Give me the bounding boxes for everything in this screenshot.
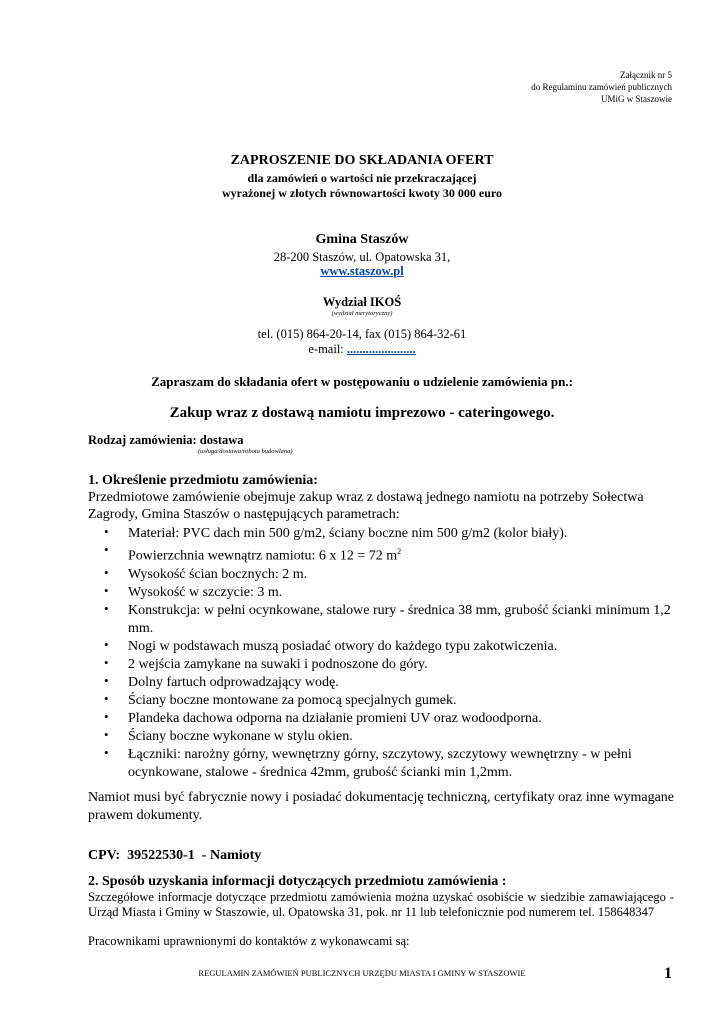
bullet-icon: • <box>104 690 109 706</box>
bullet-icon: • <box>104 708 109 724</box>
list-item: • Konstrukcja: w pełni ocynkowane, stalowe rury - średnica 38 mm, grubość ścianki minimum 1,2 mm. <box>104 600 671 636</box>
email-link[interactable]: ...................... <box>346 342 416 356</box>
list-item: • Łączniki: narożny górny, wewnętrzny górny, szczytowy, szczytowy wewnętrzny - w pełni ocynkowane, stalowe - średnica 42mm, grubość ścianki min 1,2mm. <box>104 744 632 780</box>
phone-fax: tel. (015) 864-20-14, fax (015) 864-32-61 <box>257 327 467 341</box>
parameters-list <box>104 525 676 782</box>
list-item: • Dolny fartuch odprowadzający wodę. <box>104 672 339 690</box>
department-name: Wydział IKOŚ <box>322 295 402 309</box>
bullet-icon: • <box>104 636 109 652</box>
bullet-icon: • <box>104 672 109 688</box>
section-2-heading: 2. Sposób uzyskania informacji dotyczących przedmiotu zamówienia : <box>88 874 507 889</box>
bullet-icon: • <box>104 564 109 580</box>
document-subtitle-1: dla zamówień o wartości nie przekraczającej <box>247 171 477 185</box>
list-item: • Materiał: PVC dach min 500 g/m2, ściany boczne nim 500 g/m2 (kolor biały). <box>104 524 568 541</box>
section-2-staff: Pracownikami uprawnionymi do kontaktów z wykonawcami są: <box>88 934 410 948</box>
area-superscript: 2 <box>397 547 402 556</box>
order-subject: Zakup wraz z dostawą namiotu imprezowo - cateringowego. <box>169 405 555 421</box>
bullet-icon: • <box>104 654 109 670</box>
annex-note <box>531 69 672 105</box>
list-item: • Ściany boczne wykonane w stylu okien. <box>104 726 353 744</box>
bullet-icon: • <box>104 542 109 557</box>
website-link[interactable]: www.staszow.pl <box>320 264 404 278</box>
invitation-text: Zapraszam do składania ofert w postępowaniu o udzielenie zamówienia pn.: <box>151 374 573 389</box>
annex-line-3: UMiG w Staszowie <box>601 94 672 104</box>
section-1-intro: Przedmiotowe zamówienie obejmuje zakup wraz z dostawą jednego namiotu na potrzeby Sołectwa Zagrody, Gmina Staszów o następujących parametrach: <box>88 490 644 522</box>
list-item: • 2 wejścia zamykane na suwaki i podnoszone do góry. <box>104 654 428 672</box>
annex-line-1: Załącznik nr 5 <box>620 70 672 80</box>
email-label: e-mail: <box>308 342 347 356</box>
list-item: • Powierzchnia wewnątrz namiotu: 6 x 12 = 72 $m^2$ <box>104 542 402 564</box>
cpv-code: CPV: 39522530-1 - Namioty <box>88 848 262 863</box>
list-item: • Nogi w podstawach muszą posiadać otwory do każdego typu zakotwiczenia. <box>104 636 558 654</box>
email-line <box>0 342 724 357</box>
order-type-label: Rodzaj zamówienia: dostawa <box>88 433 244 447</box>
document-title: ZAPROSZENIE DO SKŁADANIA OFERT <box>230 153 494 168</box>
section-1-closing: Namiot musi być fabrycznie nowy i posiadać dokumentację techniczną, certyfikaty oraz inne wymagane prawem dokumenty. <box>88 790 674 823</box>
bullet-icon: • <box>104 744 109 760</box>
list-item: • Wysokość w szczycie: 3 m. <box>104 582 283 600</box>
bullet-icon: • <box>104 582 109 598</box>
list-item: • Plandeka dachowa odporna na działanie promieni UV oraz wodoodporna. <box>104 708 542 726</box>
page-number: 1 <box>664 965 672 982</box>
order-type-note: (usługa/dostawa/robota budowlana) <box>198 448 293 455</box>
list-item: • Ściany boczne montowane za pomocą specjalnych gumek. <box>104 690 457 708</box>
contracting-name: Gmina Staszów <box>315 232 409 247</box>
contracting-address: 28-200 Staszów, ul. Opatowska 31, <box>273 250 451 264</box>
section-1-heading: 1. Określenie przedmiotu zamówienia: <box>88 473 318 488</box>
bullet-icon: • <box>104 600 109 616</box>
page-footer: REGULAMIN ZAMÓWIEŃ PUBLICZNYCH URZĘDU MIASTA I GMINY W STASZOWIE <box>198 968 526 978</box>
section-2-text: Szczegółowe informacje dotyczące przedmiotu zamówienia można uzyskać osobiście w siedzibie zamawiającego - Urząd Miasta i Gminy w Staszowie, ul. Opatowska 31, pok. nr 11 lub telefonicznie pod numerem tel. 158648347 <box>88 890 674 919</box>
bullet-icon: • <box>104 726 109 742</box>
document-subtitle-2: wyrażonej w złotych równowartości kwoty 30 000 euro <box>221 186 503 200</box>
department-note: (wydział merytoryczny) <box>331 310 393 317</box>
list-item: • Wysokość ścian bocznych: 2 m. <box>104 564 308 582</box>
annex-line-2: do Regulaminu zamówień publicznych <box>531 82 672 92</box>
bullet-icon: • <box>104 524 109 539</box>
